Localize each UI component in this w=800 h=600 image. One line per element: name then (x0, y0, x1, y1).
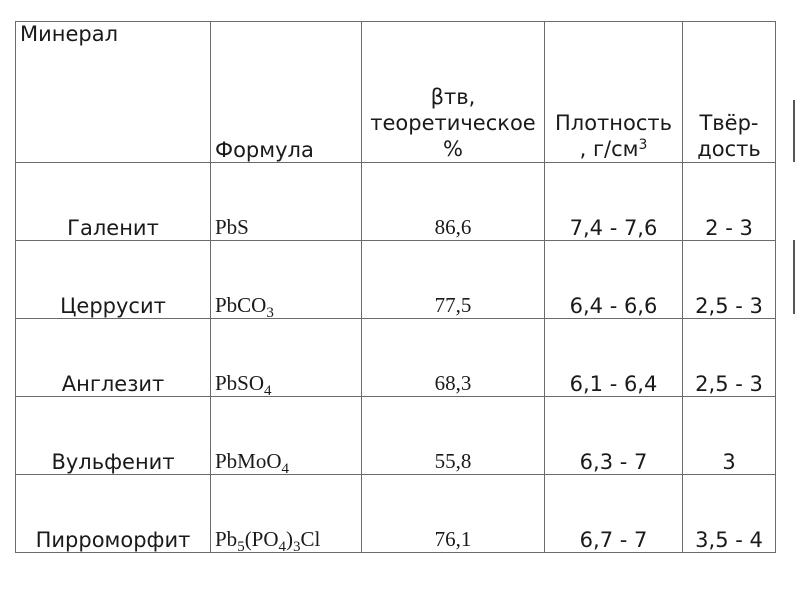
header-beta-line2: теоретическое (370, 111, 536, 135)
hardness-value: 3,5 - 4 (683, 475, 776, 553)
formula-subscript: 4 (264, 383, 272, 399)
mineral-name: Вульфенит (16, 397, 211, 475)
header-row (16, 22, 776, 163)
minerals-table (15, 21, 776, 553)
header-formula: Формула (211, 22, 362, 163)
formula-part: Pb (215, 527, 238, 551)
formula-part: (PO (244, 527, 279, 551)
header-beta-line3: % (443, 137, 463, 161)
density-value: 6,7 - 7 (545, 475, 683, 553)
header-density-sup: 3 (638, 137, 648, 153)
formula-part: PbCO (215, 293, 267, 317)
formula-subscript: 3 (266, 305, 274, 321)
mineral-name: Англезит (16, 319, 211, 397)
hardness-value: 3 (683, 397, 776, 475)
mineral-formula (211, 163, 362, 241)
mineral-formula (211, 475, 362, 553)
beta-value: 76,1 (362, 475, 545, 553)
header-beta-line1: βтв, (430, 85, 476, 109)
table-row (16, 241, 776, 319)
table-row (16, 475, 776, 553)
formula-tail: Cl (300, 527, 321, 551)
formula-part: PbS (215, 215, 249, 239)
density-value: 6,1 - 6,4 (545, 319, 683, 397)
mineral-formula (211, 319, 362, 397)
table-row (16, 397, 776, 475)
side-bar-top (793, 100, 795, 162)
mineral-name: Церрусит (16, 241, 211, 319)
hardness-value: 2,5 - 3 (683, 241, 776, 319)
header-density-line2 (549, 136, 678, 162)
density-value: 6,3 - 7 (545, 397, 683, 475)
formula-subscript: 5 (237, 539, 245, 555)
formula-part: ) (286, 527, 294, 551)
table-row (16, 163, 776, 241)
header-density-unit: , г/см (579, 137, 639, 161)
mineral-formula (211, 241, 362, 319)
header-beta (362, 22, 545, 163)
density-value: 6,4 - 6,6 (545, 241, 683, 319)
formula-subscript: 4 (281, 461, 290, 477)
formula-part: PbSO (215, 371, 265, 395)
header-density-line1: Плотность (554, 111, 673, 135)
mineral-formula (211, 397, 362, 475)
header-hardness (683, 22, 776, 163)
mineral-name: Пирроморфит (16, 475, 211, 553)
formula-subscript: 4 (278, 539, 287, 555)
header-hardness-line2: дость (697, 137, 761, 161)
beta-value: 68,3 (362, 319, 545, 397)
beta-value: 55,8 (362, 397, 545, 475)
side-bar-bottom (793, 240, 795, 314)
formula-part: PbMoO (215, 449, 282, 473)
mineral-name: Галенит (16, 163, 211, 241)
header-hardness-line1: Твёр- (699, 111, 759, 135)
beta-value: 77,5 (362, 241, 545, 319)
formula-subscript: 3 (293, 539, 301, 555)
header-mineral: Минерал (16, 22, 211, 163)
hardness-value: 2,5 - 3 (683, 319, 776, 397)
hardness-value: 2 - 3 (683, 163, 776, 241)
header-density (545, 22, 683, 163)
density-value: 7,4 - 7,6 (545, 163, 683, 241)
beta-value: 86,6 (362, 163, 545, 241)
table-row (16, 319, 776, 397)
